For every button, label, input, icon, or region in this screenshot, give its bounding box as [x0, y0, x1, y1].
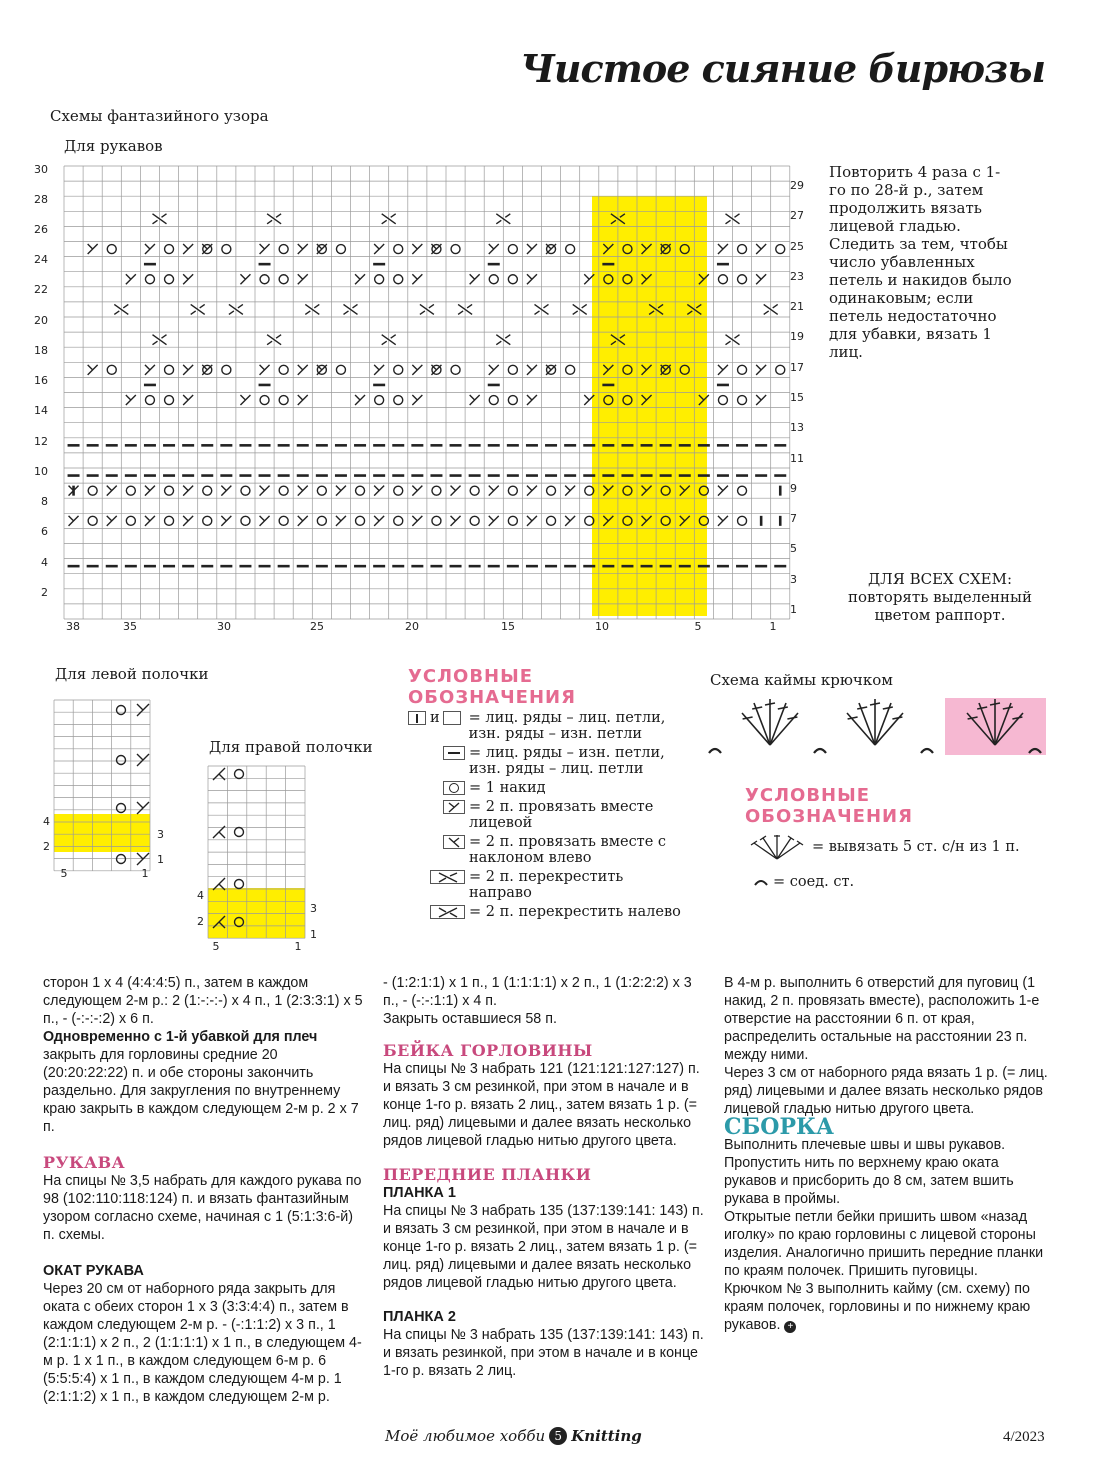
dec-mark: [374, 516, 384, 526]
yarn-over-mark: [279, 396, 288, 405]
repeat-highlight: [592, 196, 707, 616]
row-num: 29: [790, 179, 804, 192]
repeat-highlight: [208, 888, 305, 938]
yarn-over-mark: [508, 365, 517, 374]
paragraph: Крючком № 3 выполнить кайму (см. схему) по краям полочек, горловины и по нижнему краю рукавов.: [724, 1281, 1031, 1333]
ssk-icon: [443, 835, 465, 849]
dec-mark: [412, 395, 422, 405]
yarn-over-mark: [222, 245, 231, 254]
dec-mark: [240, 274, 250, 284]
legend-item-cross-right: [408, 869, 683, 901]
fan-tick: [883, 707, 893, 709]
yarn-over-mark: [241, 486, 250, 495]
yarn-over-mark: [356, 516, 365, 525]
row-num: 11: [790, 452, 804, 465]
col-num: 15: [501, 620, 515, 633]
row-num: 18: [34, 344, 48, 357]
yarn-over-mark: [279, 365, 288, 374]
row-num: 4: [43, 815, 50, 828]
legend-text: = вывязать 5 ст. с/н из 1 п.: [812, 839, 1020, 855]
row-num: 3: [790, 573, 797, 586]
yarn-over-mark: [738, 396, 747, 405]
yarn-over-mark: [738, 245, 747, 254]
dec-mark: [260, 516, 270, 526]
dec-mark: [451, 486, 461, 496]
yarn-over-mark: [489, 396, 498, 405]
yarn-over-mark: [145, 396, 154, 405]
row-num: 8: [41, 495, 48, 508]
yarn-over-mark: [566, 365, 575, 374]
dec-mark: [183, 486, 193, 496]
col-num: 25: [310, 620, 324, 633]
yarn-over-mark: [470, 486, 479, 495]
dec-mark: [183, 395, 193, 405]
yarn-over-mark: [317, 516, 326, 525]
heading-sleeves: РУКАВА: [43, 1153, 126, 1172]
col-num: 1: [294, 940, 302, 953]
col-num: 5: [694, 620, 702, 633]
col-num: 10: [595, 620, 609, 633]
dec-mark: [489, 516, 499, 526]
yarn-over-mark: [394, 516, 403, 525]
yarn-over-mark: [508, 486, 517, 495]
dec-mark: [718, 486, 728, 496]
fan-stitch: [754, 703, 770, 745]
legend-item-purl: [408, 745, 683, 777]
row-num: 3: [157, 828, 164, 841]
fan-tick: [848, 717, 858, 719]
right-front-label: Для правой полочки: [209, 738, 373, 756]
col-num: 38: [66, 620, 80, 633]
fan-tick: [787, 717, 797, 719]
yarn-over-mark: [776, 245, 785, 254]
yarn-over-mark: [165, 365, 174, 374]
yarn-over-mark: [107, 365, 116, 374]
dec-mark: [336, 486, 346, 496]
dec-mark: [145, 486, 155, 496]
row-num: 1: [310, 928, 317, 941]
section-heading: Схемы фантазийного узора: [50, 107, 269, 125]
row-num: 23: [790, 270, 804, 283]
k2tog-icon: [443, 800, 465, 814]
magazine-number: 5: [549, 1427, 567, 1445]
sleeves-label: Для рукавов: [64, 137, 163, 155]
row-num: 2: [43, 840, 50, 853]
dec-mark: [374, 244, 384, 254]
yarn-over-mark: [126, 486, 135, 495]
col-num: 20: [405, 620, 419, 633]
heading-sleeve-cap: ОКАТ РУКАВА: [43, 1263, 144, 1279]
yarn-over-mark: [203, 516, 212, 525]
end-mark-icon: +: [784, 1321, 796, 1333]
dec-mark: [298, 365, 308, 375]
yarn-over-mark: [279, 486, 288, 495]
magazine-name: Моё любимое хобби: [385, 1427, 546, 1445]
yarn-over-mark: [165, 486, 174, 495]
row-num: 24: [34, 253, 48, 266]
sleeve-chart: [30, 158, 804, 638]
dec-mark: [718, 365, 728, 375]
all-schemes-note: ДЛЯ ВСЕХ СХЕМ: повторять выделенный цветом раппорт.: [848, 570, 1032, 624]
row-num: 17: [790, 361, 804, 374]
dec-mark: [527, 486, 537, 496]
row-num: 25: [790, 240, 804, 253]
legend-text: = 2 п. провязать вместе лицевой: [469, 799, 654, 831]
yarn-over-mark: [165, 396, 174, 405]
row-num: 1: [790, 603, 797, 616]
bottom-col-numbers: [66, 620, 777, 633]
row-num: 7: [790, 512, 797, 525]
yarn-over-mark: [738, 275, 747, 284]
crochet-chart: [705, 695, 1050, 760]
row-num: 20: [34, 314, 48, 327]
dec-mark: [336, 516, 346, 526]
left-front-label: Для левой полочки: [55, 665, 209, 683]
slip-stitch: [814, 749, 826, 753]
paragraph: Выполнить плечевые швы и швы рукавов. Пропустить нить по верхнему краю оката рукавов и присборить до 8 см, затем вшить рукава в проймы.: [724, 1137, 1014, 1207]
page-title: Чистое сияние бирюзы: [520, 46, 1045, 91]
dec-mark: [527, 274, 537, 284]
yarn-over-mark: [165, 516, 174, 525]
dec-mark: [260, 244, 270, 254]
yarn-over-mark: [165, 245, 174, 254]
crochet-legend-title: УСЛОВНЫЕ ОБОЗНАЧЕНИЯ: [745, 785, 913, 827]
dec-mark: [298, 486, 308, 496]
dec-mark: [107, 516, 117, 526]
dec-mark: [126, 274, 136, 284]
yarn-over-mark: [336, 365, 345, 374]
yarn-over-mark: [394, 275, 403, 284]
yarn-over-mark: [547, 516, 556, 525]
paragraph: Через 20 см от наборного ряда закрыть для оката с обеих сторон 1 х 3 (3:3:4:4) п., затем в каждом следующем 2-м р. - (-:1:1:2) х 3 п., 1 (2:1:1:1) х 2 п., 2 (1:1:1:1) х 1 п., в следующем 4-м р. 1 х 1 п., в каждом следующем 6-м р. 6 (5:5:5:4) х 1 п., в каждом следующем 4-м р. 1 (2:1:1:2) х 1 п., в каждом следующем 2-м р.: [43, 1281, 362, 1405]
legend-item-ssk: [408, 834, 683, 866]
row-num: 14: [34, 404, 48, 417]
col-num: 35: [123, 620, 137, 633]
row-num: 3: [310, 902, 317, 915]
dec-mark: [718, 516, 728, 526]
crochet-legend-item2: [753, 874, 854, 890]
repeat-instructions: Повторить 4 раза с 1-го по 28-й р., затем продолжить вязать лицевой гладью. Следить за тем, чтобы число убавленных петель и накидов было одинаковым; если петель недостаточно для убавки, вязать 1 лиц.: [829, 163, 1012, 361]
heading-assembly: СБОРКА: [724, 1114, 834, 1140]
yarn-over-mark: [222, 365, 231, 374]
purl-dash-icon: [443, 746, 465, 760]
row-num: 1: [157, 853, 164, 866]
dec-mark: [756, 365, 766, 375]
yarn-over-mark: [88, 516, 97, 525]
legend-title: УСЛОВНЫЕ ОБОЗНАЧЕНИЯ: [408, 666, 576, 708]
legend-text: = соед. ст.: [773, 874, 855, 890]
yarn-over-mark: [738, 516, 747, 525]
row-num: 16: [34, 374, 48, 387]
dec-mark: [756, 274, 766, 284]
issue-number: 4/2023: [1003, 1429, 1045, 1445]
left-front-chart: [38, 690, 168, 890]
yarn-over-mark: [566, 245, 575, 254]
legend-text: = лиц. ряды – лиц. петли, изн. ряды – изн. петли: [468, 710, 666, 742]
dec-mark: [221, 516, 231, 526]
dec-mark: [489, 244, 499, 254]
dec-mark: [374, 365, 384, 375]
fan-tick: [857, 707, 867, 709]
dec-mark: [298, 274, 308, 284]
yarn-over-mark: [508, 396, 517, 405]
dec-mark: [183, 516, 193, 526]
yarn-over-icon: [443, 781, 465, 795]
yarn-over-mark: [394, 245, 403, 254]
yarn-over-mark: [279, 516, 288, 525]
legend-item-yo: [408, 780, 683, 796]
yarn-over-mark: [394, 396, 403, 405]
dec-mark: [126, 395, 136, 405]
row-num: 26: [34, 223, 48, 236]
col-num: 1: [769, 620, 777, 633]
yarn-over-mark: [776, 365, 785, 374]
text-column-2: [383, 974, 708, 1380]
row-num: 5: [790, 542, 797, 555]
heading-band-1: ПЛАНКА 1: [383, 1185, 456, 1201]
paragraph: Закрыть оставшиеся 58 п.: [383, 1011, 557, 1027]
yarn-over-mark: [145, 275, 154, 284]
dec-mark: [527, 365, 537, 375]
yarn-over-mark: [432, 486, 441, 495]
dec-mark: [718, 244, 728, 254]
dec-mark: [107, 486, 117, 496]
dec-mark: [451, 516, 461, 526]
col-num: 1: [141, 867, 149, 880]
heading-neckband: БЕЙКА ГОРЛОВИНЫ: [383, 1041, 593, 1060]
paragraph: На спицы № 3 набрать 135 (137:139:141: 143) п. и вязать 3 см резинкой, при этом в начале и в конце 1-го р. вязать 2 лиц., затем вязать 1 р. (= лиц. ряд) лицевыми и далее вязать несколько рядов лицевой гладью нитью другого цвета.: [383, 1203, 704, 1291]
yarn-over-mark: [489, 275, 498, 284]
brand-name: Knitting: [571, 1427, 642, 1445]
knit-stitch-icon: [408, 711, 426, 725]
yarn-over-mark: [317, 486, 326, 495]
row-num: 30: [34, 163, 48, 176]
yarn-over-mark: [547, 486, 556, 495]
heading-front-bands: ПЕРЕДНИЕ ПЛАНКИ: [383, 1165, 592, 1184]
paragraph: На спицы № 3,5 набрать для каждого рукава по 98 (102:110:118:124) п. и вязать фантазийным узором согласно схеме, начиная с 1 (5:1:3:6-й) п. схемы.: [43, 1173, 362, 1243]
slip-stitch: [921, 749, 933, 753]
footer-brand: [385, 1427, 642, 1445]
heading-band-2: ПЛАНКА 2: [383, 1309, 456, 1325]
dec-mark: [260, 365, 270, 375]
yarn-over-mark: [451, 365, 460, 374]
yarn-over-mark: [126, 516, 135, 525]
dec-mark: [412, 486, 422, 496]
dec-mark: [298, 244, 308, 254]
dec-mark: [756, 395, 766, 405]
dec-mark: [756, 244, 766, 254]
yarn-over-mark: [107, 245, 116, 254]
dec-mark: [489, 486, 499, 496]
row-num: 13: [790, 421, 804, 434]
paragraph: закрыть для горловины средние 20 (20:20:22:22) п. и обе стороны закончить раздельно. Для закругления по внутреннему краю закрыть в каждом следующем 2-м р. 2 х 7 п.: [43, 1047, 359, 1135]
legend-item-k2tog: [408, 799, 683, 831]
dec-mark: [527, 244, 537, 254]
yarn-over-mark: [165, 275, 174, 284]
fan-tick: [765, 703, 775, 705]
row-num: 19: [790, 330, 804, 343]
dec-mark: [88, 244, 98, 254]
fan-tick: [743, 717, 753, 719]
row-num: 4: [197, 889, 204, 902]
row-num: 21: [790, 300, 804, 313]
left-row-numbers: [34, 163, 48, 599]
cross-right-icon: [430, 870, 465, 884]
yarn-over-mark: [738, 365, 747, 374]
slip-stitch: [709, 749, 721, 753]
yarn-over-mark: [718, 275, 727, 284]
legend-item-knit: [408, 710, 683, 742]
yarn-over-mark: [279, 275, 288, 284]
yarn-over-mark: [432, 516, 441, 525]
dec-mark: [145, 365, 155, 375]
fan-5dc-icon: [748, 833, 806, 861]
yarn-over-mark: [508, 516, 517, 525]
empty-cell-icon: [443, 711, 461, 725]
yarn-over-mark: [470, 516, 479, 525]
dec-mark: [183, 365, 193, 375]
fan-tick: [870, 703, 880, 705]
dec-mark: [565, 486, 575, 496]
cross-left-icon: [430, 905, 465, 919]
col-num: 5: [212, 940, 220, 953]
paragraph: На спицы № 3 набрать 135 (137:139:141: 143) п. и вязать резинкой, при этом в начале и в конце 1-го р. вязать 2 лиц.: [383, 1327, 704, 1379]
dec-mark: [412, 516, 422, 526]
row-num: 28: [34, 193, 48, 206]
row-num: 27: [790, 209, 804, 222]
row-num: 2: [197, 915, 204, 928]
fan-tick: [892, 717, 902, 719]
yarn-over-mark: [394, 365, 403, 374]
legend-text: = 2 п. провязать вместе с наклоном влево: [469, 834, 667, 866]
yarn-over-mark: [738, 486, 747, 495]
col-num: 5: [60, 867, 68, 880]
dec-mark: [240, 395, 250, 405]
yarn-over-mark: [451, 245, 460, 254]
crochet-title: Схема каймы крючком: [710, 671, 893, 689]
yarn-over-mark: [241, 516, 250, 525]
crochet-legend-item1: [748, 833, 1038, 861]
yarn-over-mark: [203, 486, 212, 495]
yarn-over-mark: [260, 275, 269, 284]
yarn-over-mark: [88, 486, 97, 495]
yarn-over-mark: [375, 396, 384, 405]
row-num: 12: [34, 435, 48, 448]
text-column-3: [724, 974, 1054, 1334]
dec-mark: [298, 395, 308, 405]
legend-and: и: [430, 710, 440, 726]
dec-mark: [183, 244, 193, 254]
row-num: 15: [790, 391, 804, 404]
paragraph: В 4-м р. выполнить 6 отверстий для пуговиц (1 накид, 2 п. провязать вместе), расположить 1-е отверстие на расстоянии 6 п. от края, распределить остальные на расстоянии 23 п. между ними.: [724, 975, 1040, 1063]
dec-mark: [412, 244, 422, 254]
knit-legend: [408, 710, 683, 923]
row-num: 4: [41, 556, 48, 569]
text-column-1: [43, 974, 365, 1406]
legend-text: = 2 п. перекрестить направо: [469, 869, 624, 901]
paragraph: Через 3 см от наборного ряда вязать 1 р. (= лиц. ряд) лицевыми и далее вязать несколько рядов лицевой гладью нитью другого цвета.: [724, 1065, 1048, 1117]
yarn-over-mark: [375, 275, 384, 284]
dec-mark: [527, 395, 537, 405]
right-row-numbers: [790, 179, 804, 616]
legend-text: = лиц. ряды – изн. петли, изн. ряды – лиц. петли: [469, 745, 665, 777]
yarn-over-mark: [356, 486, 365, 495]
dec-mark: [374, 486, 384, 496]
paragraph: Открытые петли бейки пришить швом «назад иголку» по краю горловины с лицевой стороны изделия. Аналогично пришить передние планки по краям полочек. Пришить пуговицы.: [724, 1209, 1044, 1279]
dec-mark: [355, 395, 365, 405]
dec-mark: [88, 365, 98, 375]
yarn-over-mark: [336, 245, 345, 254]
right-front-chart: [192, 762, 332, 962]
yarn-over-mark: [394, 486, 403, 495]
paragraph: - (1:2:1:1) х 1 п., 1 (1:1:1:1) х 2 п., 1 (1:2:2:2) х 3 п., - (-:-:1:1) х 4 п.: [383, 975, 692, 1009]
row-num: 10: [34, 465, 48, 478]
row-num: 6: [41, 525, 48, 538]
legend-text: = 2 п. перекрестить налево: [469, 904, 681, 920]
fan-tick: [778, 707, 788, 709]
dec-mark: [470, 274, 480, 284]
dec-mark: [470, 395, 480, 405]
dec-mark: [145, 516, 155, 526]
dec-mark: [145, 244, 155, 254]
legend-text: = 1 накид: [469, 780, 546, 796]
fan-tick: [752, 707, 762, 709]
slip-stitch-icon: [753, 877, 769, 887]
dec-mark: [527, 516, 537, 526]
yarn-over-mark: [508, 245, 517, 254]
col-num: 30: [217, 620, 231, 633]
dec-mark: [355, 274, 365, 284]
yarn-over-mark: [279, 245, 288, 254]
dec-mark: [298, 516, 308, 526]
dec-mark: [565, 516, 575, 526]
paragraph: На спицы № 3 набрать 121 (121:121:127:127) п. и вязать 3 см резинкой, при этом в начале и в конце 1-го р. вязать 2 лиц., затем вязать 1 р. (= лиц. ряд) лицевыми и далее вязать несколько рядов лицевой гладью нитью другого цвета.: [383, 1061, 700, 1149]
row-num: 2: [41, 586, 48, 599]
fan-stitch: [859, 703, 875, 745]
yarn-over-mark: [260, 396, 269, 405]
dec-mark: [183, 274, 193, 284]
paragraph: сторон 1 х 4 (4:4:4:5) п., затем в каждом следующем 2-м р.: 2 (1:-:-:-) х 4 п., 1 (2:3:3:1) х 5 п., - (-:-:-:2) х 6 п.: [43, 975, 363, 1027]
dec-mark: [221, 486, 231, 496]
row-num: 9: [790, 482, 797, 495]
dec-mark: [412, 274, 422, 284]
legend-item-cross-left: [408, 904, 683, 920]
dec-mark: [260, 486, 270, 496]
yarn-over-mark: [508, 275, 517, 284]
dec-mark: [69, 516, 79, 526]
yarn-over-mark: [718, 396, 727, 405]
dec-mark: [489, 365, 499, 375]
dec-mark: [412, 365, 422, 375]
row-num: 22: [34, 283, 48, 296]
bold-paragraph: Одновременно с 1-й убавкой для плеч: [43, 1029, 318, 1045]
